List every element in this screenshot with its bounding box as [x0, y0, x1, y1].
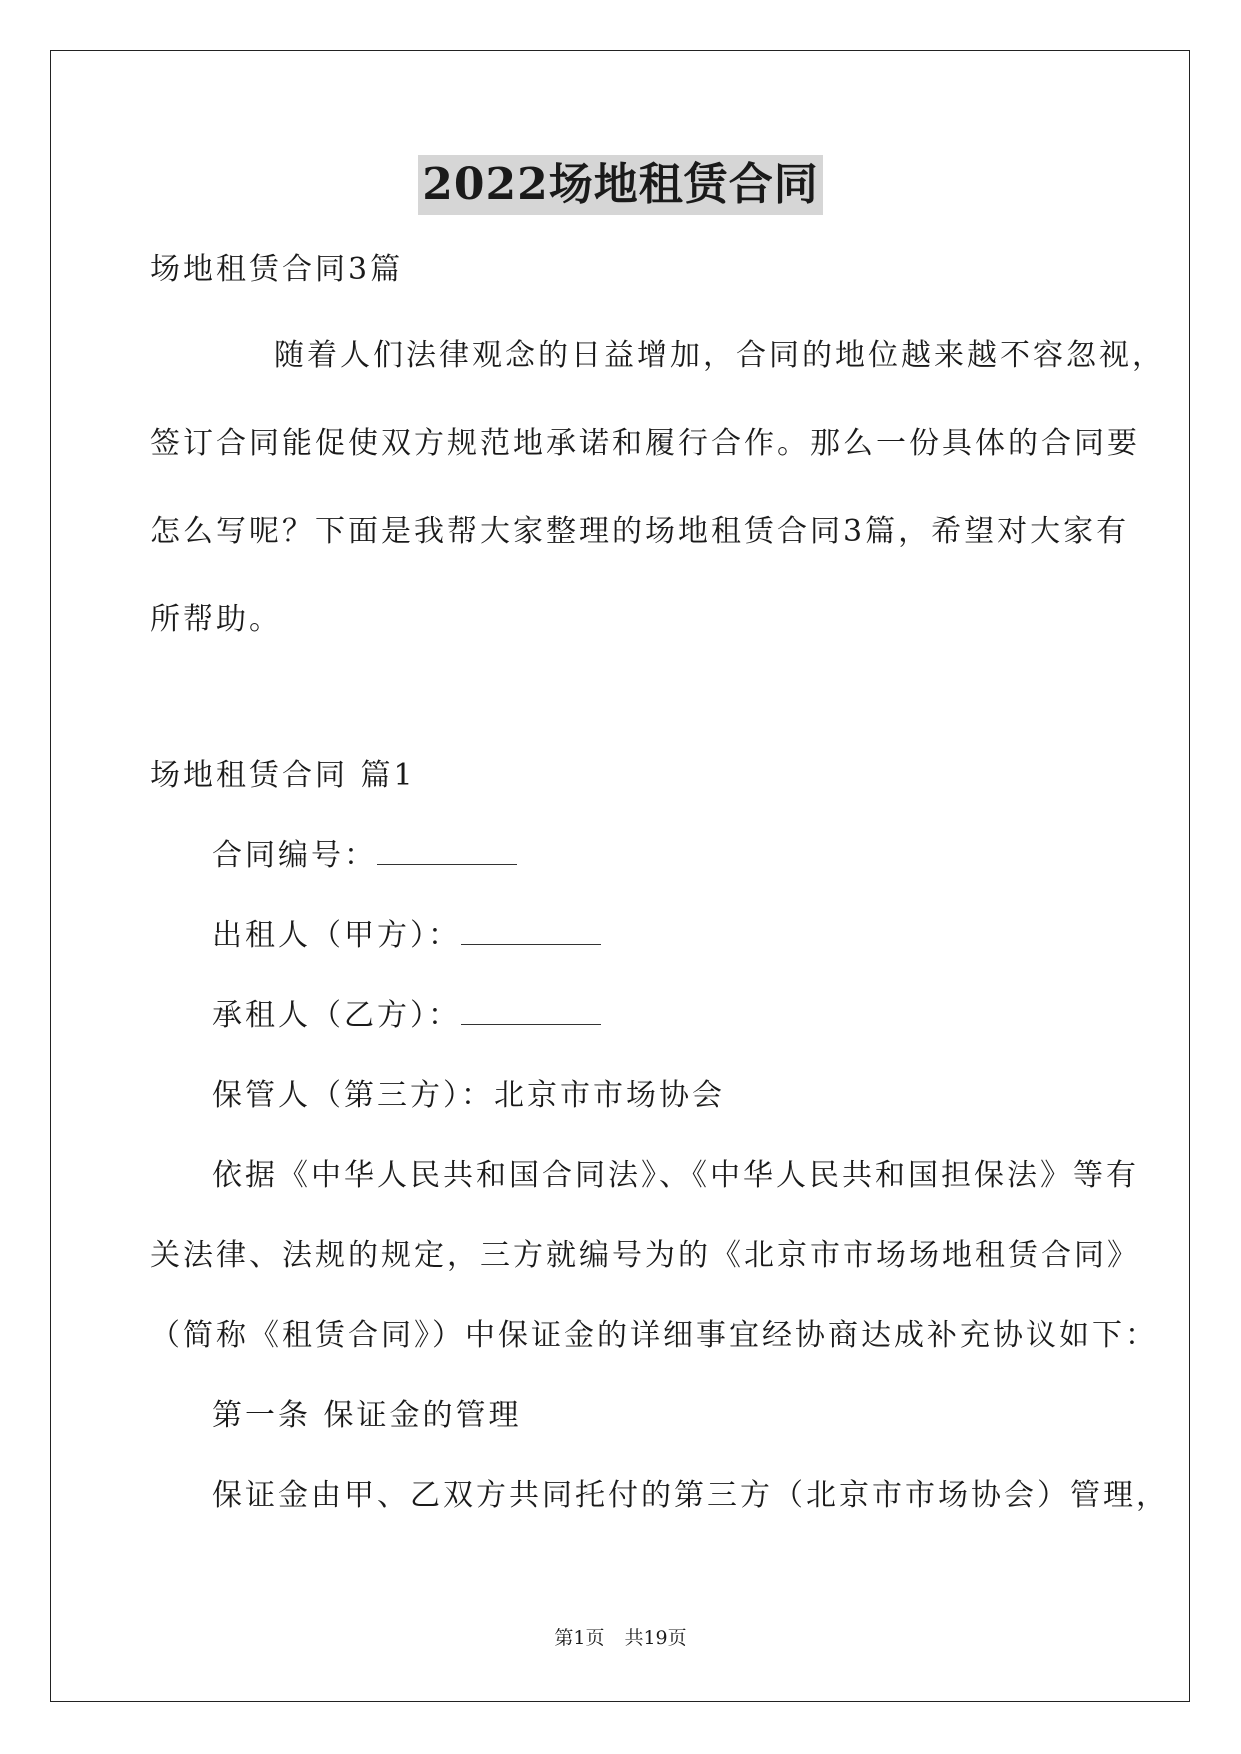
lessee-blank: [461, 998, 601, 1025]
contract-number-label: 合同编号：: [212, 838, 377, 873]
intro-line-3: 怎么写呢？下面是我帮大家整理的场地租赁合同3篇，希望对大家有: [150, 514, 1130, 549]
document-title-text: 2022场地租赁合同: [418, 155, 822, 215]
page-number: 第1页: [554, 1627, 605, 1649]
body-line-1: 依据《中华人民共和国合同法》、《中华人民共和国担保法》等有: [212, 1158, 1139, 1193]
custodian-field: 保管人（第三方）：北京市市场协会: [212, 1078, 725, 1113]
contract-number-blank: [377, 838, 517, 865]
article-one-heading: 第一条 保证金的管理: [212, 1398, 522, 1433]
page-border: [50, 50, 1190, 1702]
intro-line-2: 签订合同能促使双方规范地承诺和履行合作。那么一份具体的合同要: [150, 426, 1140, 461]
section-heading: 场地租赁合同 篇1: [150, 758, 416, 793]
page-footer: [0, 1626, 1241, 1650]
lessor-label: 出租人（甲方）：: [212, 918, 461, 953]
body-line-5: 保证金由甲、乙双方共同托付的第三方（北京市市场协会）管理，: [212, 1478, 1169, 1513]
page-total: 共19页: [624, 1627, 687, 1649]
body-line-3: （简称《租赁合同》）中保证金的详细事宜经协商达成补充协议如下：: [150, 1318, 1158, 1353]
lessee-label: 承租人（乙方）：: [212, 998, 461, 1033]
document-subtitle: 场地租赁合同3篇: [150, 252, 404, 287]
intro-line-1: 随着人们法律观念的日益增加，合同的地位越来越不容忽视，: [274, 338, 1165, 373]
contract-number-field: [212, 836, 517, 876]
lessor-field: [212, 916, 601, 956]
document-title: [0, 155, 1241, 215]
body-line-2: 关法律、法规的规定，三方就编号为的《北京市市场场地租赁合同》: [150, 1238, 1140, 1273]
lessee-field: [212, 996, 601, 1036]
lessor-blank: [461, 918, 601, 945]
intro-line-4: 所帮助。: [150, 602, 282, 637]
